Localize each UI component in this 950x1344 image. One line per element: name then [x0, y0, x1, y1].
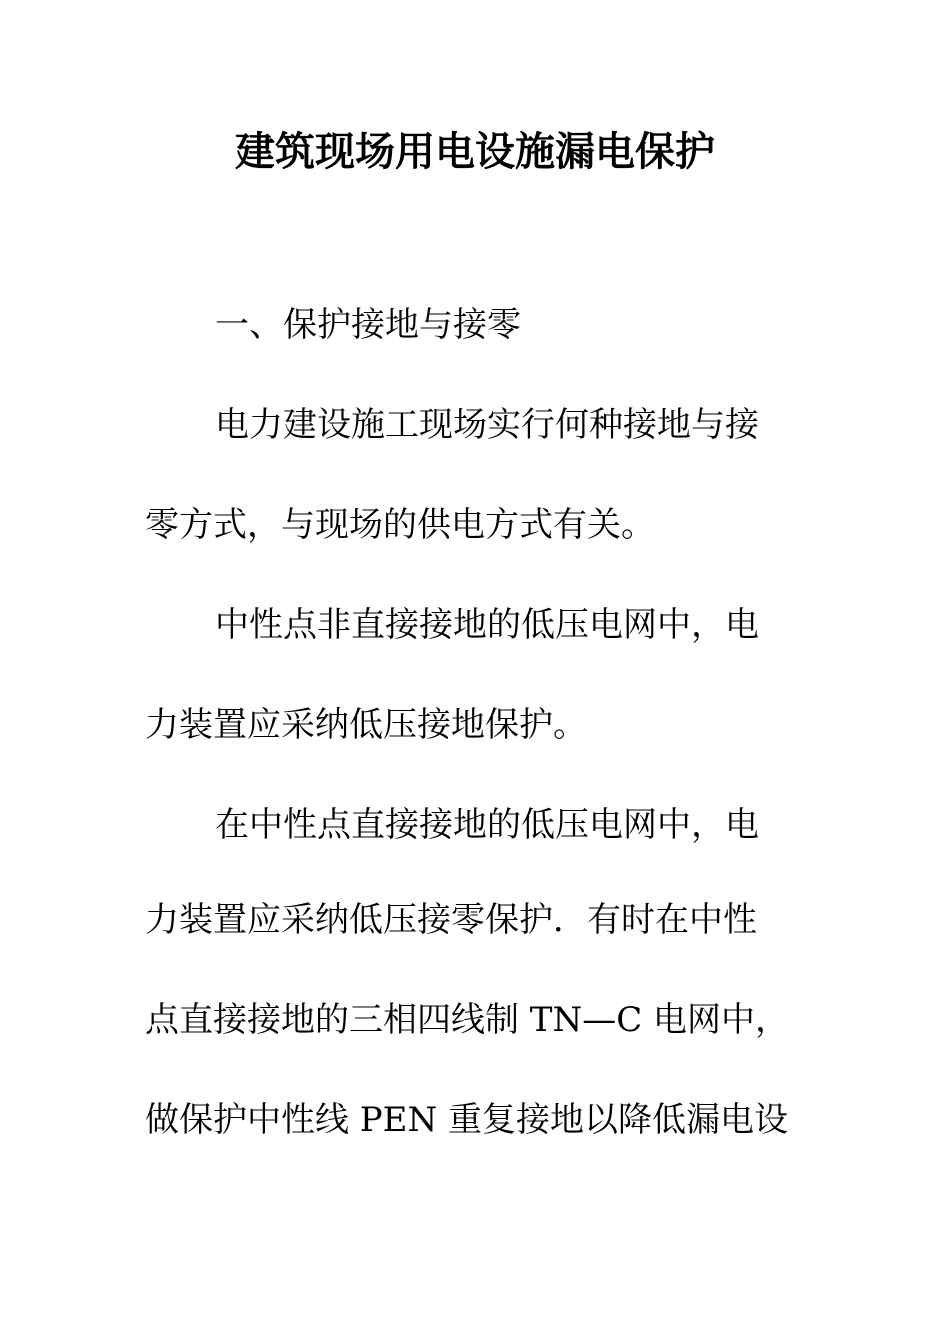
paragraph-line: 点直接接地的三相四线制 TN—C 电网中， — [145, 1000, 790, 1040]
page-title: 建筑现场用电设施漏电保护 — [235, 128, 715, 175]
paragraph-line: 零方式，与现场的供电方式有关。 — [145, 505, 655, 545]
section-heading: 一、保护接地与接零 — [215, 305, 521, 345]
paragraph-line: 力装置应采纳低压接零保护．有时在中性 — [145, 900, 757, 940]
paragraph-line: 中性点非直接接地的低压电网中，电 — [215, 605, 759, 645]
paragraph-line: 在中性点直接接地的低压电网中，电 — [215, 805, 759, 845]
paragraph-line: 电力建设施工现场实行何种接地与接 — [215, 405, 759, 445]
paragraph-line: 做保护中性线 PEN 重复接地以降低漏电设 — [145, 1100, 789, 1140]
paragraph-line: 力装置应采纳低压接地保护。 — [145, 705, 587, 745]
